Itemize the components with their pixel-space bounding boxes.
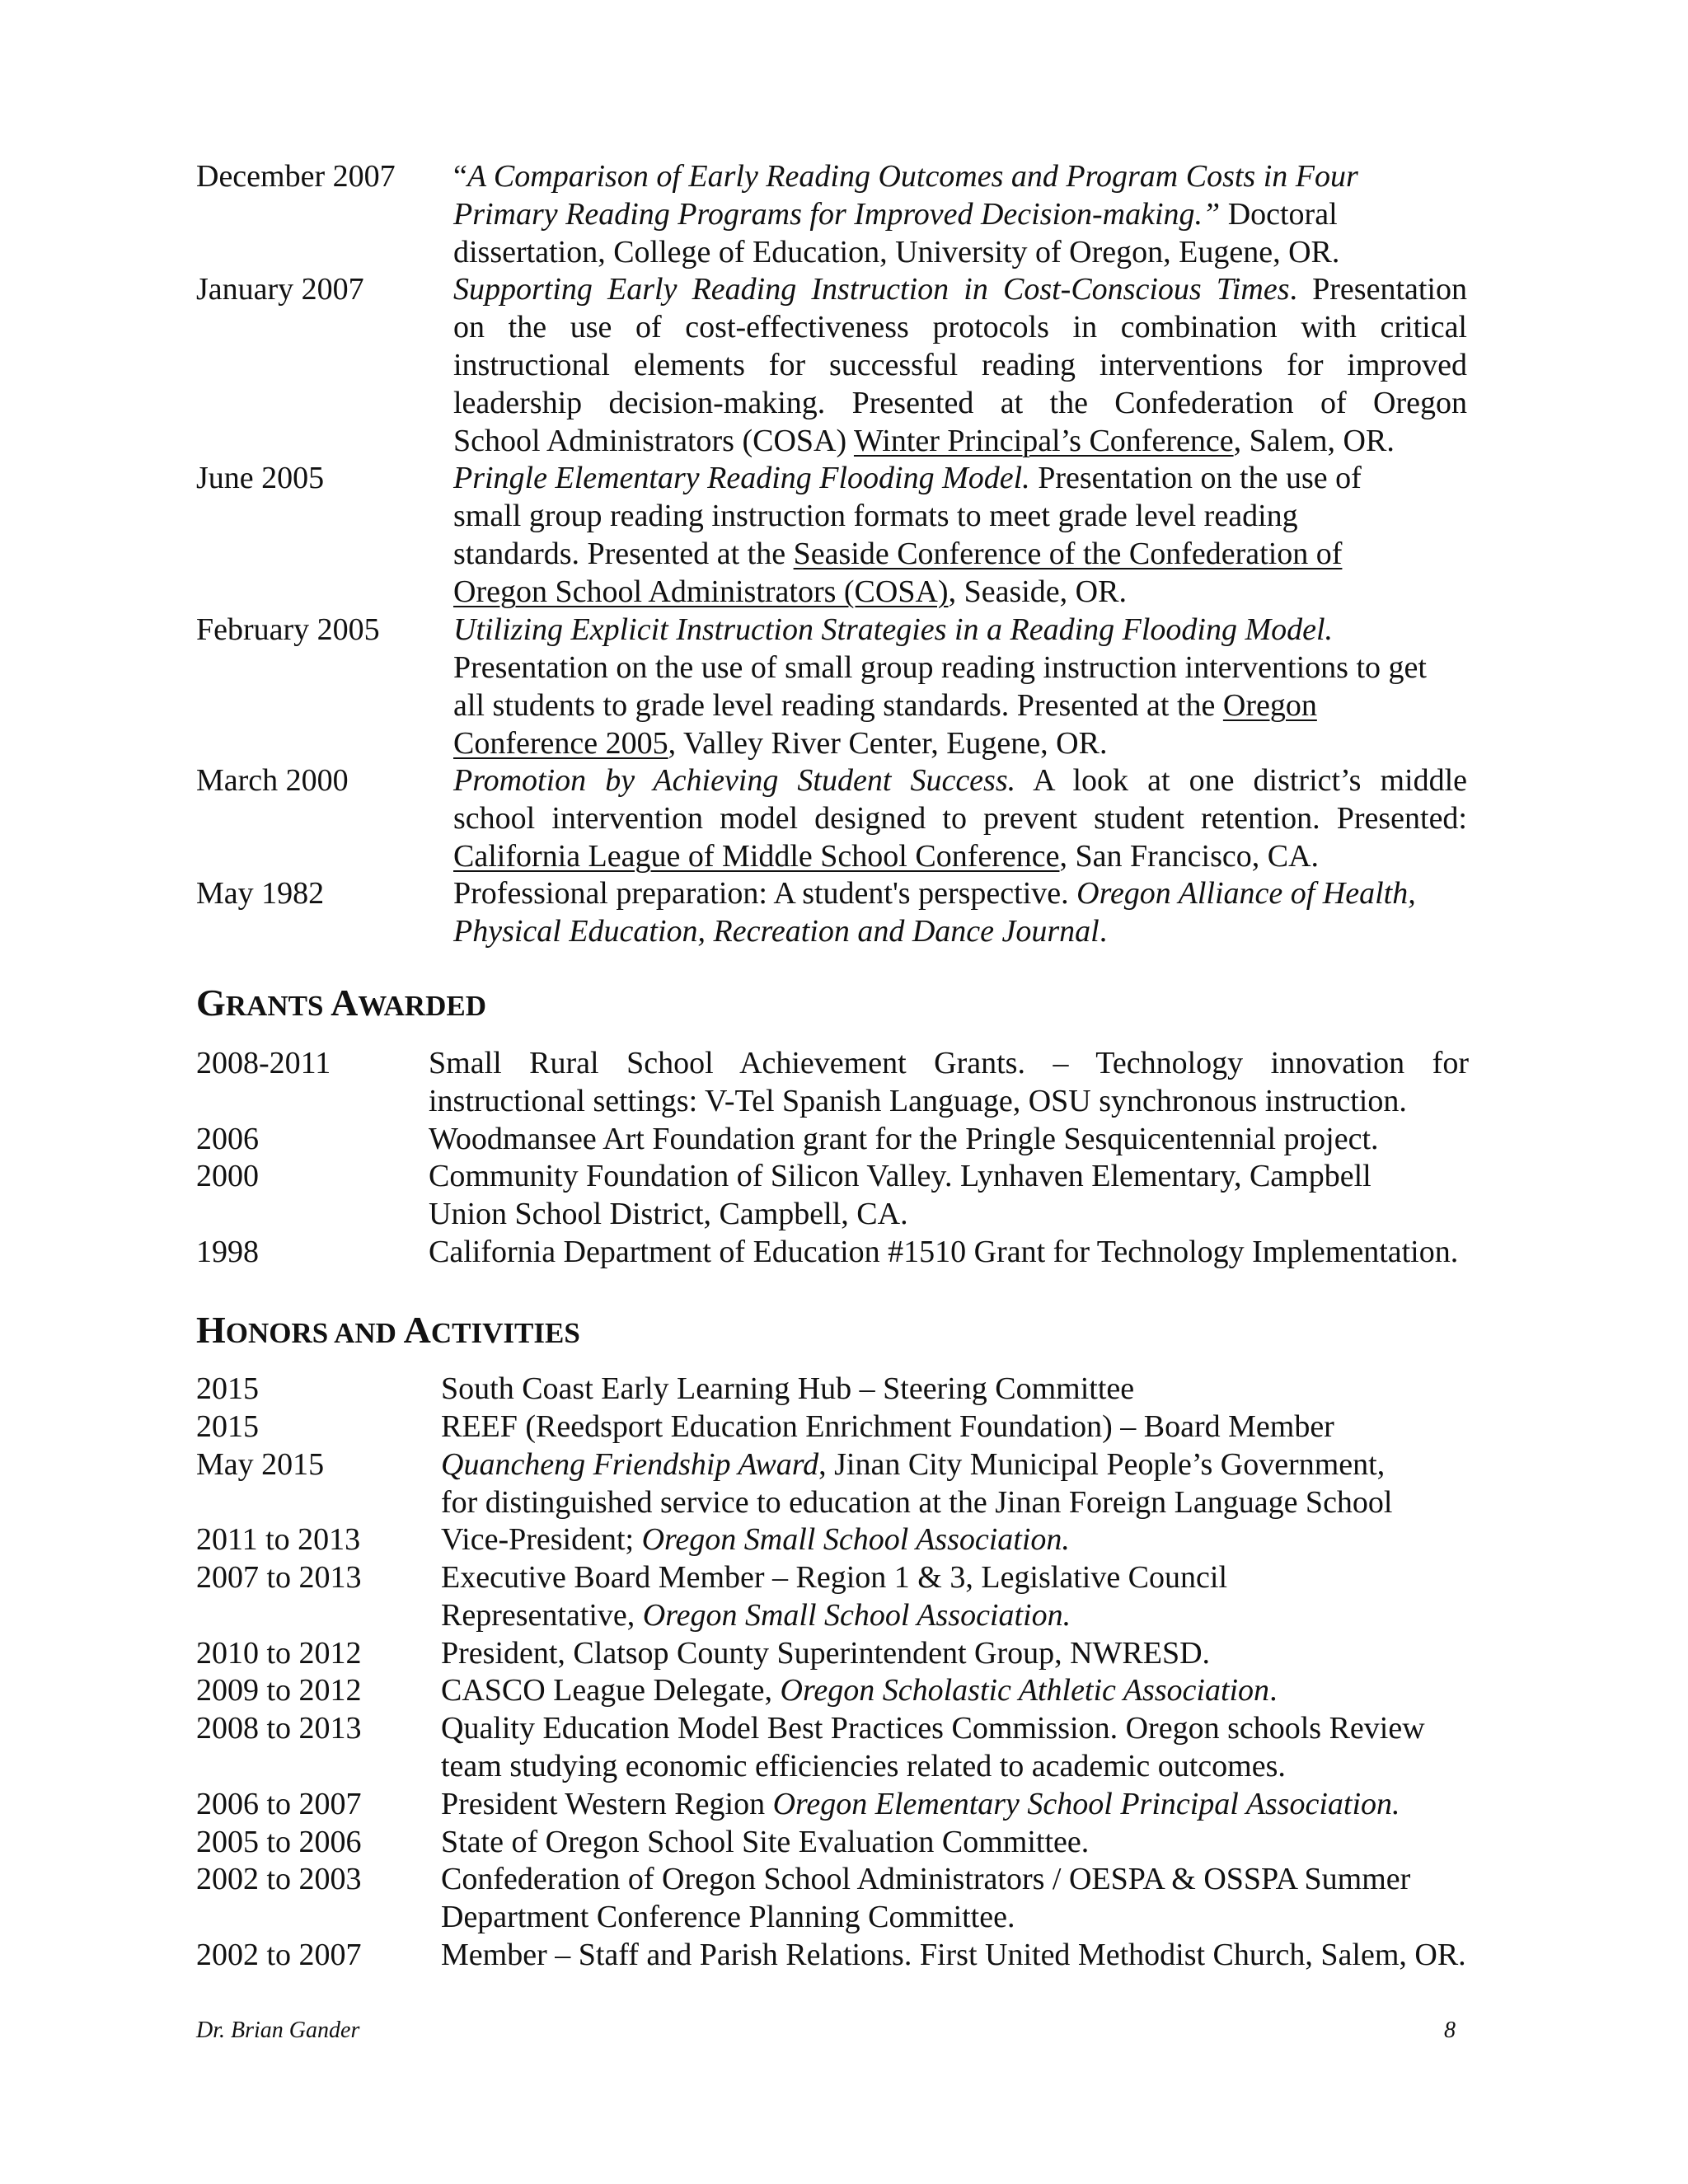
- plain-text: . Presentation: [1289, 272, 1467, 307]
- plain-text: Small Rural School Achievement Grants. – Technology innovation for: [429, 1046, 1469, 1080]
- italic-text: Supporting Early Reading Instruction in Cost-Conscious Times: [453, 272, 1290, 307]
- text-line: [441, 1483, 1512, 1521]
- plain-text: “: [453, 159, 467, 194]
- entry-date: 2002 to 2007: [196, 1938, 362, 1972]
- text-line: [441, 1558, 1512, 1596]
- entry-description: [453, 459, 1467, 611]
- text-line: [453, 459, 1467, 497]
- plain-text: standards. Presented at the: [453, 537, 794, 572]
- text-line: [441, 1709, 1512, 1747]
- text-line: [453, 573, 1467, 611]
- text-line: [441, 1747, 1512, 1785]
- text-line: [453, 157, 1467, 195]
- entry-date: January 2007: [196, 272, 364, 307]
- entry-description: [441, 1785, 1512, 1823]
- entry-date: June 2005: [196, 461, 325, 496]
- entry-date: December 2007: [196, 159, 396, 194]
- italic-text: Pringle Elementary Reading Flooding Model.: [453, 461, 1030, 496]
- text-line: [453, 195, 1467, 233]
- plain-text: CASCO League Delegate,: [441, 1673, 781, 1708]
- plain-text: leadership decision-making. Presented at the Confederation of Oregon: [453, 386, 1467, 421]
- entry-date: 1998: [196, 1235, 259, 1269]
- text-line: [441, 1785, 1512, 1823]
- plain-text: small group reading instruction formats to meet grade level reading: [453, 499, 1298, 534]
- entry-description: [453, 157, 1467, 271]
- entry-description: [441, 1370, 1512, 1408]
- entry-description: [441, 1446, 1512, 1521]
- entry-date: May 1982: [196, 876, 325, 912]
- italic-text: Physical Education, Recreation and Dance Journal: [453, 914, 1100, 949]
- entry-date: March 2000: [196, 762, 349, 798]
- plain-text: , Valley River Center, Eugene, OR.: [668, 725, 1108, 761]
- entry-description: [429, 1157, 1469, 1233]
- plain-text: , Jinan City Municipal People’s Government,: [818, 1446, 1386, 1482]
- italic-text: Promotion by Achieving Student Success.: [453, 762, 1016, 798]
- plain-text: Representative,: [441, 1598, 643, 1633]
- plain-text: , San Francisco, CA.: [1059, 838, 1320, 874]
- text-line: [453, 270, 1467, 308]
- text-line: [441, 1408, 1512, 1446]
- grants-heading: [196, 981, 486, 1024]
- entry-description: [441, 1408, 1512, 1446]
- entry-date: 2009 to 2012: [196, 1673, 362, 1708]
- entry-date: May 2015: [196, 1446, 325, 1482]
- plain-text: Doctoral: [1220, 197, 1338, 232]
- italic-text: Oregon Small School Association.: [641, 1522, 1070, 1558]
- underlined-text: California League of Middle School Conference: [453, 838, 1060, 874]
- plain-text: State of Oregon School Site Evaluation Committee.: [441, 1824, 1090, 1859]
- footer-page-number: 8: [1444, 2018, 1456, 2043]
- plain-text: .: [1269, 1673, 1278, 1708]
- plain-text: .: [1099, 914, 1108, 949]
- text-line: [441, 1936, 1512, 1974]
- heading-rest: WARDED: [358, 990, 486, 1022]
- plain-text: South Coast Early Learning Hub – Steering Committee: [441, 1371, 1135, 1406]
- italic-text: Utilizing Explicit Instruction Strategies in a Reading Flooding Model.: [453, 612, 1334, 647]
- text-line: [453, 687, 1467, 724]
- plain-text: Presentation on the use of small group reading instruction interventions to get: [453, 649, 1427, 685]
- underlined-text: Oregon: [1222, 687, 1317, 723]
- entry-description: [453, 611, 1467, 762]
- text-line: [441, 1898, 1512, 1936]
- plain-text: REEF (Reedsport Education Enrichment Foundation) – Board Member: [441, 1408, 1334, 1444]
- text-line: [429, 1195, 1469, 1233]
- entry-date: 2006 to 2007: [196, 1786, 362, 1821]
- underlined-text: Conference 2005: [453, 725, 668, 761]
- heading-rest: CTIVITIES: [430, 1317, 580, 1349]
- entry-description: [441, 1860, 1512, 1936]
- entry-date: 2008-2011: [196, 1046, 331, 1080]
- heading-initial: A: [403, 1309, 431, 1351]
- plain-text: dissertation, College of Education, University of Oregon, Eugene, OR.: [453, 235, 1340, 269]
- plain-text: instructional settings: V-Tel Spanish Language, OSU synchronous instruction.: [429, 1084, 1407, 1118]
- text-line: [441, 1860, 1512, 1898]
- entry-description: [453, 762, 1467, 875]
- entry-description: [441, 1558, 1512, 1634]
- plain-text: , Seaside, OR.: [948, 574, 1127, 610]
- text-line: [441, 1446, 1512, 1483]
- text-line: [453, 422, 1467, 460]
- text-line: [453, 308, 1467, 346]
- entry-date: 2005 to 2006: [196, 1824, 362, 1859]
- italic-text: A Comparison of Early Reading Outcomes and Program Costs in Four: [467, 159, 1358, 194]
- text-line: [429, 1082, 1469, 1120]
- text-line: [441, 1634, 1512, 1672]
- entry-date: 2015: [196, 1371, 259, 1406]
- entry-date: 2002 to 2003: [196, 1862, 362, 1897]
- text-line: [429, 1233, 1469, 1271]
- plain-text: Department Conference Planning Committee.: [441, 1900, 1015, 1935]
- text-line: [429, 1044, 1469, 1082]
- plain-text: Member – Staff and Parish Relations. First United Methodist Church, Salem, OR.: [441, 1938, 1466, 1972]
- entry-description: [453, 874, 1467, 950]
- entry-date: February 2005: [196, 612, 380, 647]
- plain-text: , Salem, OR.: [1233, 424, 1395, 459]
- italic-text: Oregon Small School Association.: [642, 1598, 1071, 1633]
- plain-text: Community Foundation of Silicon Valley. Lynhaven Elementary, Campbell: [429, 1159, 1372, 1194]
- heading-rest: RANTS: [225, 990, 331, 1022]
- plain-text: Woodmansee Art Foundation grant for the Pringle Sesquicentennial project.: [429, 1121, 1379, 1156]
- text-line: [441, 1521, 1512, 1558]
- text-line: [453, 497, 1467, 535]
- text-line: [453, 724, 1467, 762]
- text-line: [453, 874, 1467, 912]
- text-line: [453, 649, 1467, 687]
- entry-date: 2006: [196, 1121, 259, 1156]
- text-line: [453, 799, 1467, 837]
- plain-text: Professional preparation: A student's perspective.: [453, 876, 1077, 912]
- italic-text: Oregon Scholastic Athletic Association: [780, 1673, 1270, 1708]
- text-line: [453, 384, 1467, 422]
- plain-text: on the use of cost-effectiveness protocols in combination with critical: [453, 310, 1467, 345]
- plain-text: for distinguished service to education at the Jinan Foreign Language School: [441, 1484, 1393, 1520]
- entry-date: 2008 to 2013: [196, 1711, 362, 1746]
- underlined-text: Winter Principal’s Conference: [853, 424, 1234, 459]
- heading-initial: A: [331, 982, 359, 1024]
- plain-text: Union School District, Campbell, CA.: [429, 1197, 908, 1232]
- italic-text: Oregon Elementary School Principal Association.: [772, 1786, 1400, 1821]
- entry-date: 2007 to 2013: [196, 1560, 362, 1595]
- text-line: [453, 912, 1467, 950]
- underlined-text: Oregon School Administrators (COSA): [453, 574, 949, 610]
- entry-description: [441, 1709, 1512, 1785]
- entry-date: 2000: [196, 1159, 259, 1194]
- text-line: [453, 233, 1467, 271]
- text-line: [453, 611, 1467, 649]
- plain-text: Vice-President;: [441, 1522, 642, 1558]
- plain-text: team studying economic efficiencies related to academic outcomes.: [441, 1749, 1286, 1784]
- text-line: [453, 837, 1467, 875]
- plain-text: A look at one district’s middle: [1015, 762, 1467, 798]
- plain-text: school intervention model designed to prevent student retention. Presented:: [453, 800, 1467, 836]
- plain-text: California Department of Education #1510 Grant for Technology Implementation.: [429, 1235, 1459, 1269]
- honors-heading: [196, 1308, 580, 1352]
- plain-text: President Western Region: [441, 1786, 773, 1821]
- plain-text: Quality Education Model Best Practices Commission. Oregon schools Review: [441, 1711, 1425, 1746]
- italic-text: Quancheng Friendship Award: [441, 1446, 819, 1482]
- text-line: [441, 1370, 1512, 1408]
- entry-description: [441, 1936, 1512, 1974]
- entry-description: [429, 1233, 1469, 1271]
- entry-description: [441, 1823, 1512, 1861]
- entry-date: 2010 to 2012: [196, 1635, 362, 1671]
- heading-initial: H: [196, 1309, 226, 1351]
- plain-text: School Administrators (COSA): [453, 424, 854, 459]
- entry-date: 2011 to 2013: [196, 1522, 361, 1558]
- text-line: [441, 1671, 1512, 1709]
- text-line: [429, 1120, 1469, 1158]
- italic-text: Primary Reading Programs for Improved Decision-making.”: [453, 197, 1221, 232]
- plain-text: Confederation of Oregon School Administrators / OESPA & OSSPA Summer: [441, 1862, 1411, 1897]
- underlined-text: Seaside Conference of the Confederation of: [793, 537, 1343, 572]
- entry-description: [441, 1671, 1512, 1709]
- text-line: [453, 762, 1467, 799]
- text-line: [453, 535, 1467, 573]
- text-line: [429, 1157, 1469, 1195]
- plain-text: President, Clatsop County Superintendent Group, NWRESD.: [441, 1635, 1211, 1671]
- text-line: [441, 1596, 1512, 1634]
- plain-text: Executive Board Member – Region 1 & 3, Legislative Council: [441, 1560, 1228, 1595]
- footer-author: Dr. Brian Gander: [196, 2018, 360, 2043]
- entry-description: [453, 270, 1467, 460]
- entry-description: [429, 1120, 1469, 1158]
- plain-text: instructional elements for successful reading interventions for improved: [453, 348, 1467, 383]
- plain-text: Presentation on the use of: [1029, 461, 1362, 496]
- entry-description: [429, 1044, 1469, 1120]
- entry-date: 2015: [196, 1408, 259, 1444]
- entry-description: [441, 1521, 1512, 1558]
- text-line: [453, 346, 1467, 384]
- heading-rest: ONORS AND: [225, 1317, 404, 1349]
- entry-description: [441, 1634, 1512, 1672]
- text-line: [441, 1823, 1512, 1861]
- heading-initial: G: [196, 982, 226, 1024]
- italic-text: Oregon Alliance of Health,: [1076, 876, 1416, 912]
- plain-text: all students to grade level reading standards. Presented at the: [453, 687, 1223, 723]
